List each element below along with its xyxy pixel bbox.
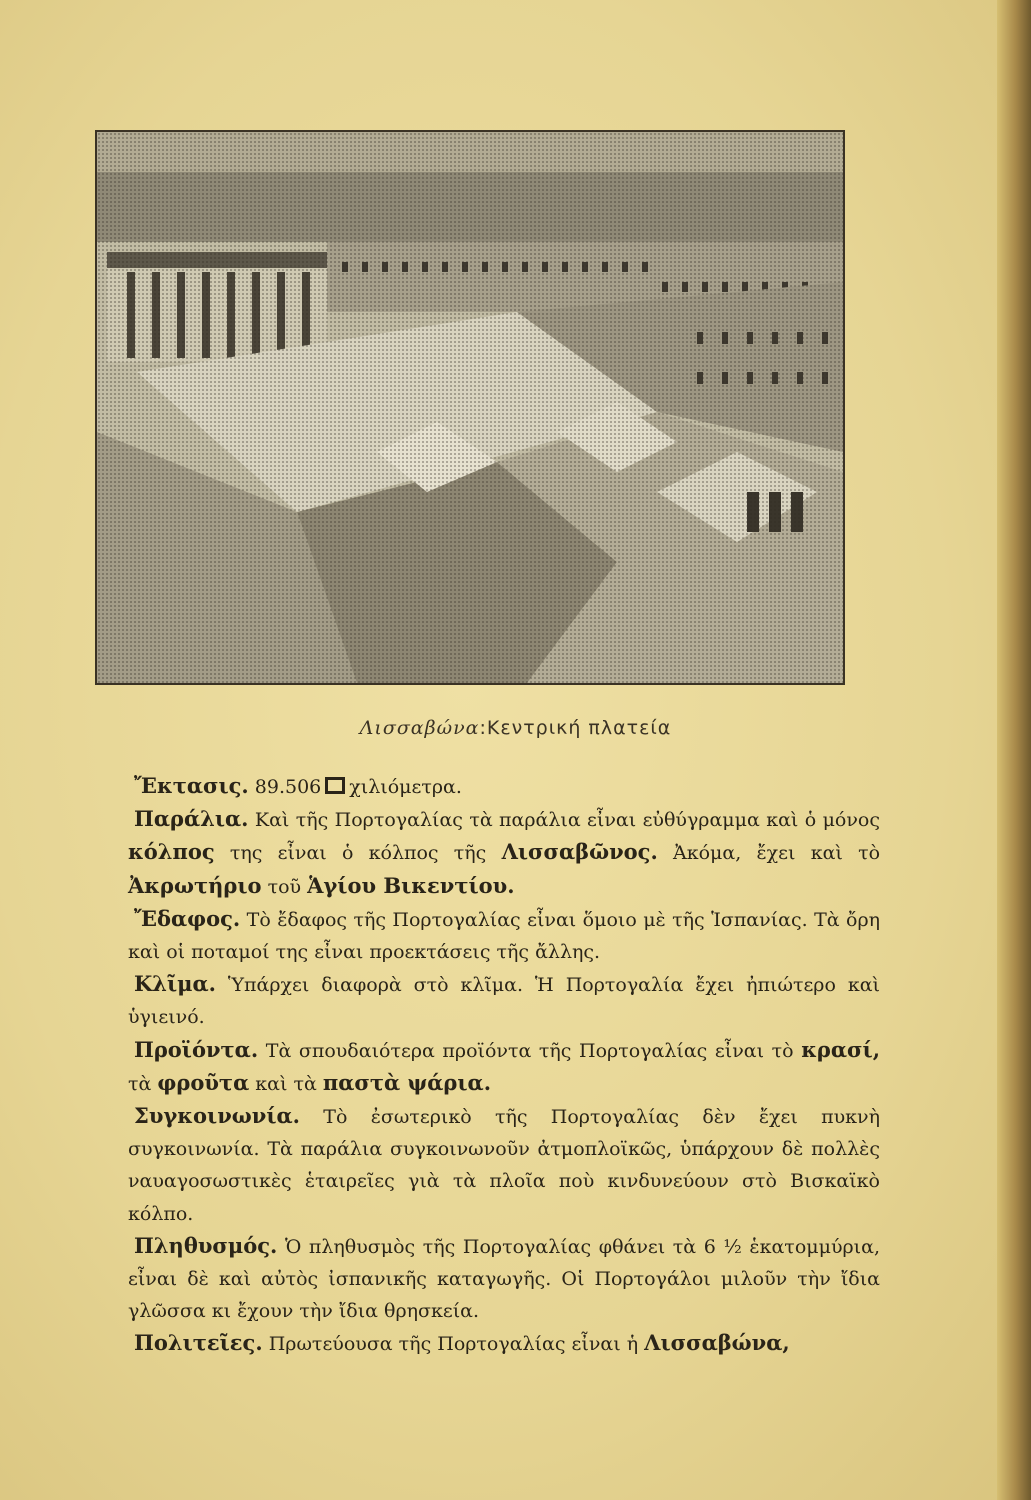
- paragraph-proionta: [128, 1034, 880, 1100]
- proionta-text-1: Τὰ σπουδαιότερα προϊόντα τῆς Πορτογαλίας εἶναι τὸ: [265, 1039, 794, 1062]
- paralia-bold-1: κόλπος: [128, 839, 215, 865]
- heading-ektasis: Ἔκτασις.: [134, 773, 249, 798]
- paragraph-synkoinonia: [128, 1100, 880, 1230]
- paralia-bold-4: Ἁγίου Βικεντίου.: [307, 872, 515, 898]
- edafos-text: Τὸ ἔδαφος τῆς Πορτογαλίας εἶναι ὅμοιο μὲ τῆς Ἱσπανίας. Τὰ ὄρη καὶ οἱ ποταμοί της εἶναι προεκτάσεις τῆς ἄλλης.: [128, 908, 880, 964]
- ektasis-number: 89.506: [254, 776, 322, 798]
- proionta-text-3: καὶ τὰ: [255, 1072, 317, 1095]
- heading-paralia: Παράλια.: [134, 806, 249, 832]
- caption-place: Λισσαβώνα: [359, 717, 480, 739]
- caption-rest: :Κεντρική πλατεία: [479, 717, 672, 739]
- book-spine: [997, 0, 1031, 1500]
- paralia-text-4: τοῦ: [267, 875, 302, 898]
- politeies-text: Πρωτεύουσα τῆς Πορτογαλίας εἶναι ἡ: [268, 1333, 639, 1356]
- heading-synkoinonia: Συγκοινωνία.: [134, 1103, 300, 1129]
- heading-klima: Κλῖμα.: [134, 971, 216, 997]
- paralia-text-3: Ἀκόμα, ἔχει καὶ τὸ: [673, 842, 881, 865]
- paralia-bold-2: Λισσαβῶνος.: [501, 839, 658, 865]
- paralia-bold-3: Ἀκρωτήριο: [128, 872, 262, 898]
- klima-text: Ὑπάρχει διαφορὰ στὸ κλῖμα. Ἡ Πορτογαλία ἔχει ἠπιώτερο καὶ ὑγιεινό.: [128, 974, 880, 1029]
- proionta-bold-3: παστὰ ψάρια.: [322, 1069, 492, 1095]
- proionta-bold-2: φροῦτα: [157, 1069, 250, 1095]
- ektasis-unit: χιλιόμετρα.: [349, 776, 462, 798]
- heading-politeies: Πολιτεῖες.: [134, 1330, 263, 1356]
- synkoinonia-text: Τὸ ἐσωτερικὸ τῆς Πορτογαλίας δὲν ἔχει πυκνὴ συγκοινωνία. Τὰ παράλια συγκοινωνοῦν ἀτμοπλοϊκῶς, ὑπάρχουν δὲ πολλὲς ναυαγοσωστικὲς ἑταιρεῖες γιὰ τὰ πλοῖα ποὺ κινδυνεύουν στὸ Βισκαϊκὸ κόλπο.: [128, 1106, 880, 1225]
- paragraph-ektasis: [128, 770, 880, 803]
- proionta-text-2: τὰ: [128, 1072, 152, 1095]
- politeies-bold-1: Λισσαβώνα,: [644, 1330, 790, 1356]
- paragraph-politeies: [128, 1327, 880, 1360]
- paralia-text-1: Καὶ τῆς Πορτογαλίας τὰ παράλια εἶναι εὐθύγραμμα καὶ ὁ μόνος: [254, 809, 880, 832]
- paragraph-klima: [128, 968, 880, 1033]
- heading-plithysmos: Πληθυσμός.: [134, 1232, 278, 1258]
- paragraph-edafos: [128, 903, 880, 968]
- paragraph-paralia: [128, 803, 880, 903]
- photo-caption: [0, 717, 1031, 739]
- paragraph-plithysmos: [128, 1230, 880, 1328]
- city-square-photo: [95, 130, 845, 685]
- body-text: [128, 770, 880, 1361]
- square-symbol-icon: [325, 777, 345, 794]
- proionta-bold-1: κρασί,: [801, 1036, 881, 1062]
- heading-edafos: Ἔδαφος.: [134, 905, 241, 931]
- paralia-text-2: της εἶναι ὁ κόλπος τῆς: [229, 842, 487, 865]
- heading-proionta: Προϊόντα.: [134, 1036, 259, 1062]
- photo-illustration: [97, 132, 843, 683]
- plithysmos-text: Ὁ πληθυσμὸς τῆς Πορτογαλίας φθάνει τὰ 6 ½ ἑκατομμύρια, εἶναι δὲ καὶ αὐτὸς ἰσπανικῆς καταγωγῆς. Οἱ Πορτογάλοι μιλοῦν τὴν ἴδια γλῶσσα κι ἔχουν τὴν ἴδια θρησκεία.: [128, 1235, 880, 1323]
